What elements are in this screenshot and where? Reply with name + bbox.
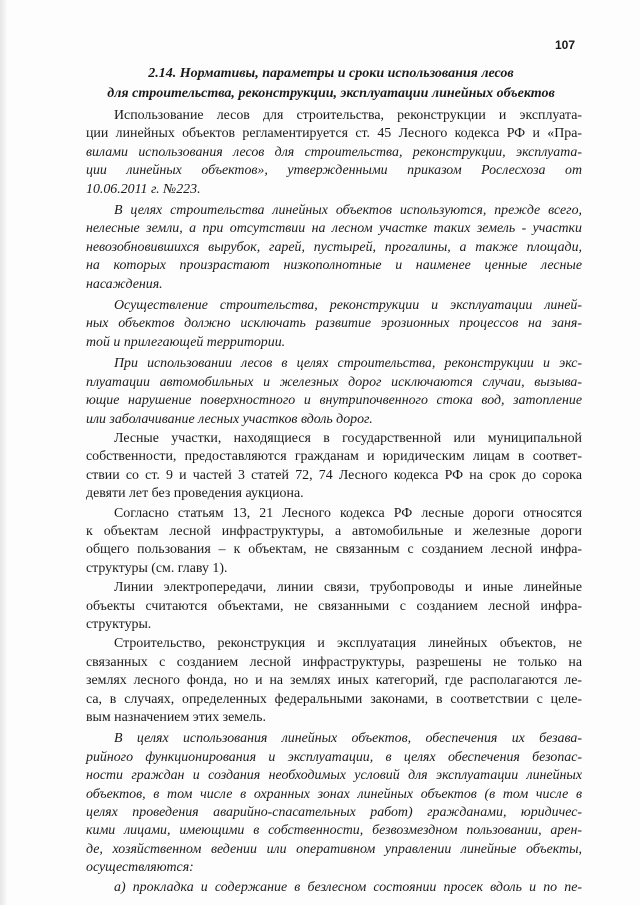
paragraph bbox=[86, 107, 582, 199]
text-line: плуатации автомобильных и железных дорог исключаются случаи, вызыва- bbox=[86, 374, 582, 390]
paragraph bbox=[86, 355, 582, 429]
text-line: общего пользования – к объектам, не связанным с созданием лесной инфра- bbox=[86, 542, 582, 558]
text-line: девяти лет без проведения аукциона. bbox=[86, 486, 304, 502]
text-line: осуществляются: bbox=[86, 860, 194, 876]
section-heading bbox=[82, 64, 580, 104]
text-line: объектов, в том числе в охранных зонах линейных объектов (в том числе в bbox=[86, 786, 582, 802]
text-line: собственности, предоставляются гражданам и юридическим лицам в соответ- bbox=[86, 449, 582, 465]
paragraph bbox=[86, 202, 582, 294]
text-line: нелесные земли, а при отсутствии на лесном участке таких земель - участки bbox=[86, 221, 582, 237]
text-line: ных объектов должно исключать развитие эрозионных процессов на заня- bbox=[86, 316, 582, 332]
text-line: При использовании лесов в целях строительства, реконструкции и экс- bbox=[114, 356, 582, 372]
paragraph bbox=[86, 579, 582, 634]
paragraph bbox=[86, 297, 582, 352]
text-line: 10.06.2011 г. №223. bbox=[86, 181, 201, 197]
text-line: Лесные участки, находящиеся в государственной или муниципальной bbox=[114, 430, 582, 446]
section-heading-line: для строительства, реконструкции, эксплуатации линейных объектов bbox=[107, 86, 555, 101]
page-binding-edge bbox=[0, 0, 7, 905]
text-line: В целях строительства линейных объектов используются, прежде всего, bbox=[114, 203, 582, 219]
body-text bbox=[86, 107, 582, 898]
text-line: Линии электропередачи, линии связи, трубопроводы и иные линейные bbox=[114, 580, 582, 596]
text-line: невозобновившихся вырубок, гарей, пустырей, прогалины, а также площади, bbox=[86, 239, 582, 255]
text-line: или заболачивание лесных участков вдоль дорог. bbox=[86, 411, 373, 427]
text-line: структуры. bbox=[86, 616, 152, 632]
text-line: структуры (см. главу 1). bbox=[86, 560, 228, 576]
text-line: целях проведения аварийно-спасательных работ) гражданами, юридичес- bbox=[86, 805, 582, 821]
text-line: объекты считаются объектами, не связанными с созданием лесной инфра- bbox=[86, 598, 582, 614]
text-line: ющие нарушение поверхностного и внутрипочвенного стока вод, затопление bbox=[86, 393, 582, 409]
page-number: 107 bbox=[555, 38, 576, 52]
text-line: Согласно статьям 13, 21 Лесного кодекса РФ лесные дороги относятся bbox=[114, 505, 582, 521]
paragraph bbox=[86, 730, 582, 877]
text-line: на которых произрастают низкополнотные и наименее ценные лесные bbox=[86, 258, 582, 274]
paragraph bbox=[86, 430, 582, 504]
text-line: кими лицами, имеющими в собственности, безвозмездном пользовании, арен- bbox=[86, 823, 582, 839]
paragraph bbox=[86, 635, 582, 727]
text-line: связанных с созданием лесной инфраструктуры, разрешены не только на bbox=[86, 654, 582, 670]
text-line: вым назначением этих земель. bbox=[86, 710, 266, 725]
text-line: са, в случаях, определенных федеральными законами, в соответствии с целе- bbox=[86, 691, 582, 707]
text-line: де, хозяйственном ведении или оперативном управлении линейные объекты, bbox=[86, 841, 582, 857]
text-line: ции линейных объектов регламентируется ст. 45 Лесного кодекса РФ и «Пра- bbox=[86, 126, 582, 142]
text-line: ствии со ст. 9 и частей 3 статей 72, 74 Лесного кодекса РФ на срок до сорока bbox=[86, 467, 582, 483]
text-line: землях лесного фонда, но и на землях иных категорий, где располагаются ле- bbox=[86, 673, 582, 689]
text-line: а) прокладка и содержание в безлесном состоянии просек вдоль и по пе- bbox=[114, 879, 582, 895]
text-line: рийного функционирования и эксплуатации, в целях обеспечения безопас- bbox=[86, 749, 582, 765]
text-line: той и прилегающей территории. bbox=[86, 334, 286, 350]
text-line: ности граждан и создания необходимых условий для эксплуатации линейных bbox=[86, 768, 582, 784]
text-line: Осуществление строительства, реконструкции и эксплуатации линей- bbox=[114, 298, 582, 314]
text-line: насаждения. bbox=[86, 276, 163, 292]
text-line: ции линейных объектов», утвержденными приказом Рослесхоза от bbox=[86, 163, 582, 179]
text-line: В целях использования линейных объектов, обеспечения их безава- bbox=[114, 731, 582, 747]
paragraph bbox=[86, 879, 582, 897]
section-heading-line: 2.14. Нормативы, параметры и сроки использования лесов bbox=[148, 66, 514, 81]
text-line: Строительство, реконструкция и эксплуатация линейных объектов, не bbox=[114, 636, 582, 652]
text-line: вилами использования лесов для строительства, реконструкции, эксплуата- bbox=[86, 144, 582, 160]
text-line: к объектам лесной инфраструктуры, а автомобильные и железные дороги bbox=[86, 523, 582, 539]
text-line: Использование лесов для строительства, реконструкции и эксплуата- bbox=[114, 108, 582, 123]
paragraph bbox=[86, 505, 582, 579]
